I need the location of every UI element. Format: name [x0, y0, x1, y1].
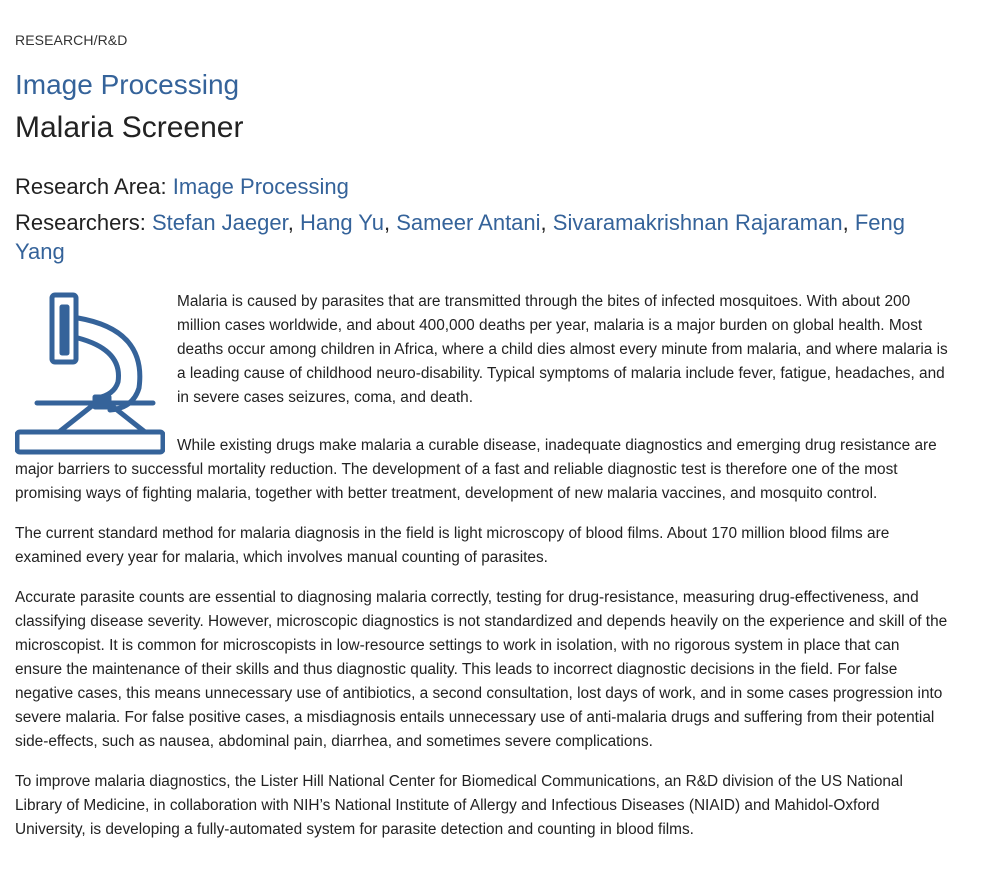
researcher-link[interactable]: Feng Yang [15, 210, 905, 264]
researchers: Researchers: Stefan Jaeger, Hang Yu, Sameer Antani, Sivaramakrishnan Rajaraman, Feng Yang [15, 210, 905, 264]
article-body [15, 290, 950, 858]
research-area-link[interactable]: Image Processing [172, 174, 349, 199]
paragraph: To improve malaria diagnostics, the Lister Hill National Center for Biomedical Communications, an R&D division of the US National Library of Medicine, in collaboration with NIH’s National Institute of Allergy and Infectious Diseases (NIAID) and Mahidol-Oxford University, is developing a fully-automated system for parasite detection and counting in blood films. [15, 773, 903, 838]
paragraph: While existing drugs make malaria a curable disease, inadequate diagnostics and emerging drug resistance are major barriers to successful mortality reduction. The development of a fast and reliable diagnostic test is therefore one of the most promising ways of fighting malaria, together with better treatment, development of new malaria vaccines, and mosquito control. [15, 437, 937, 502]
paragraph: Malaria is caused by parasites that are transmitted through the bites of infected mosquitoes. With about 200 million cases worldwide, and about 400,000 deaths per year, malaria is a major burden on global health. Most deaths occur among children in Africa, where a child dies almost every minute from malaria, and where malaria is a leading cause of childhood neuro-disability. Typical symptoms of malaria include fever, fatigue, headaches, and in severe cases seizures, coma, and death. [177, 293, 948, 406]
researcher-link[interactable]: Hang Yu [299, 210, 384, 235]
breadcrumb: RESEARCH/R&D [15, 32, 128, 48]
paragraph: The current standard method for malaria diagnosis in the field is light microscopy of blood films. About 170 million blood films are examined every year for malaria, which involves manual counting of parasites. [15, 525, 890, 566]
page-title: Malaria Screener [15, 111, 244, 144]
researchers-label: Researchers: [15, 210, 146, 235]
research-area-label: Research Area: [15, 174, 167, 199]
researcher-link[interactable]: Sameer Antani [396, 210, 541, 235]
researcher-link[interactable]: Stefan Jaeger [151, 210, 288, 235]
category-heading[interactable]: Image Processing [15, 69, 240, 100]
paragraph: Accurate parasite counts are essential to diagnosing malaria correctly, testing for drug-resistance, measuring drug-effectiveness, and classifying disease severity. However, microscopic diagnostics is not standardized and depends heavily on the experience and skill of the microscopist. It is common for microscopists in low-resource settings to work in isolation, with no rigorous system in place that can ensure the maintenance of their skills and thus diagnostic quality. This leads to incorrect diagnostic decisions in the field. For false negative cases, this means unnecessary use of antibiotics, a second consultation, lost days of work, and in some cases progression into severe malaria. For false positive cases, a misdiagnosis entails unnecessary use of anti-malaria drugs and suffering from their potential side-effects, such as nausea, abdominal pain, diarrhea, and sometimes severe complications. [15, 589, 948, 750]
microscope-icon [15, 290, 165, 458]
research-area [15, 172, 349, 201]
researcher-link[interactable]: Sivaramakrishnan Rajaraman [552, 210, 843, 235]
